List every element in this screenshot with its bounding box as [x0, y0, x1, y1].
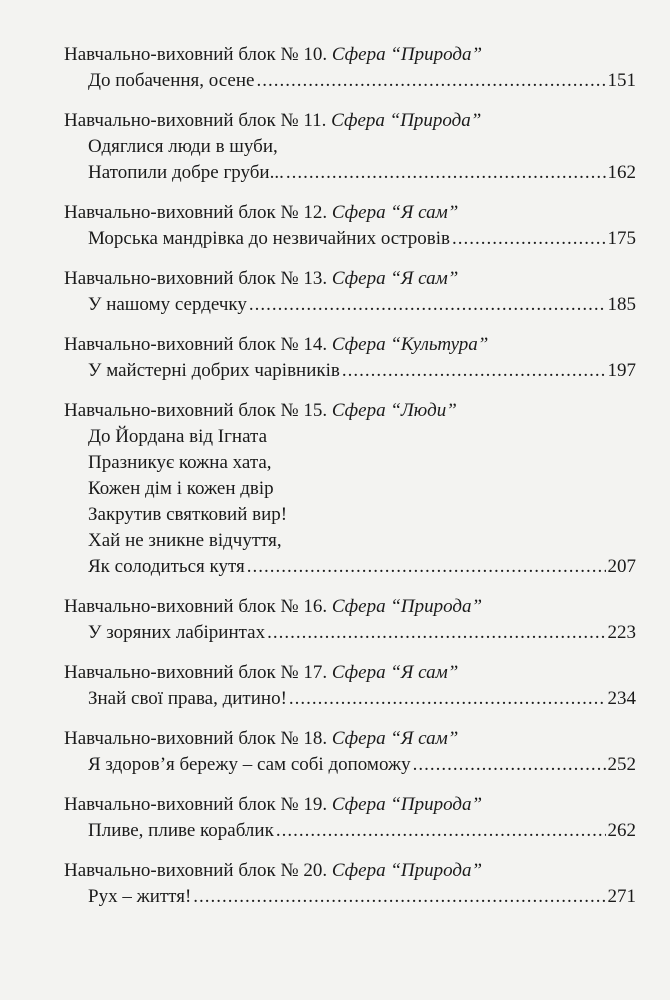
block-header [64, 200, 636, 226]
block-sphere: Сфера “Природа” [331, 596, 483, 617]
entry-title: Знай свої права, дитино! [88, 688, 287, 709]
block-sphere: Сфера “Я сам” [331, 268, 459, 289]
toc-entry [64, 752, 636, 778]
entry-title: Натопили добре груби... [88, 162, 284, 183]
block-number: Навчально-виховний блок № 12. [64, 202, 328, 223]
block-sphere: Сфера “Культура” [331, 334, 489, 355]
page-number: 197 [607, 360, 636, 381]
block-sphere: Сфера “Я сам” [331, 202, 459, 223]
entry-title: Пливе, пливе кораблик [88, 820, 274, 841]
block-number: Навчально-виховний блок № 19. [64, 794, 328, 815]
toc-entry [64, 884, 636, 910]
block-header [64, 726, 636, 752]
page-number: 207 [607, 556, 636, 577]
entry-title: До побачення, осене [88, 70, 255, 91]
dot-leader [267, 620, 605, 646]
toc-group [64, 726, 636, 778]
title-line: Закрутив святковий вир! [88, 504, 288, 525]
toc-group [64, 398, 636, 580]
block-header [64, 332, 636, 358]
page-number: 175 [607, 228, 636, 249]
toc-group [64, 42, 636, 94]
page-number: 162 [607, 162, 636, 183]
block-number: Навчально-виховний блок № 14. [64, 334, 328, 355]
block-number: Навчально-виховний блок № 15. [64, 400, 328, 421]
block-sphere: Сфера “Я сам” [331, 728, 459, 749]
entry-title: У майстерні добрих чарівників [88, 360, 340, 381]
block-sphere: Сфера “Природа” [331, 44, 483, 65]
toc-group [64, 594, 636, 646]
title-line: Хай не зникне відчуття, [88, 530, 282, 551]
block-sphere: Сфера “Природа” [331, 794, 483, 815]
dot-leader [276, 818, 606, 844]
toc-entry [64, 554, 636, 580]
toc-entry [64, 226, 636, 252]
dot-leader [256, 68, 605, 94]
title-line: Одяглися люди в шуби, [88, 136, 278, 157]
page-number: 234 [607, 688, 636, 709]
dot-leader [452, 226, 606, 252]
dot-leader [286, 160, 606, 186]
entry-title: Морська мандрівка до незвичайних островів [88, 228, 450, 249]
toc-entry [64, 686, 636, 712]
block-number: Навчально-виховний блок № 13. [64, 268, 328, 289]
dot-leader [413, 752, 606, 778]
block-sphere: Сфера “Люди” [331, 400, 457, 421]
title-line: До Йордана від Ігната [88, 426, 267, 447]
table-of-contents [64, 42, 636, 924]
block-header [64, 792, 636, 818]
block-number: Навчально-виховний блок № 18. [64, 728, 328, 749]
toc-entry [64, 68, 636, 94]
dot-leader [193, 884, 605, 910]
entry-title: Я здоров’я бережу – сам собі допоможу [88, 754, 411, 775]
entry-title: Як солодиться кутя [88, 556, 245, 577]
page-number: 252 [607, 754, 636, 775]
toc-entry [64, 160, 636, 186]
block-header [64, 398, 636, 424]
page-number: 223 [607, 622, 636, 643]
toc-group [64, 660, 636, 712]
block-number: Навчально-виховний блок № 17. [64, 662, 328, 683]
block-header [64, 858, 636, 884]
entry-title: Рух – життя! [88, 886, 192, 907]
block-header [64, 660, 636, 686]
page-number: 262 [607, 820, 636, 841]
block-sphere: Сфера “Природа” [331, 110, 482, 131]
page-number: 271 [607, 886, 636, 907]
entry-title: У нашому сердечку [88, 294, 247, 315]
dot-leader [289, 686, 606, 712]
toc-entry [64, 292, 636, 318]
toc-entry [64, 358, 636, 384]
toc-group [64, 792, 636, 844]
block-number: Навчально-виховний блок № 20. [64, 860, 328, 881]
dot-leader [247, 554, 606, 580]
block-number: Навчально-виховний блок № 16. [64, 596, 328, 617]
block-header [64, 42, 636, 68]
block-header [64, 266, 636, 292]
block-sphere: Сфера “Природа” [331, 860, 483, 881]
entry-title: У зоряних лабіринтах [88, 622, 266, 643]
block-header [64, 108, 636, 134]
toc-group [64, 108, 636, 186]
block-header [64, 594, 636, 620]
toc-group [64, 858, 636, 910]
page-number: 185 [607, 294, 636, 315]
toc-entry [64, 818, 636, 844]
dot-leader [342, 358, 606, 384]
block-sphere: Сфера “Я сам” [331, 662, 459, 683]
title-line: Кожен дім і кожен двір [88, 478, 274, 499]
toc-group [64, 332, 636, 384]
page-number: 151 [607, 70, 636, 91]
toc-entry [64, 620, 636, 646]
block-number: Навчально-виховний блок № 10. [64, 44, 328, 65]
toc-group [64, 266, 636, 318]
title-line: Празникує кожна хата, [88, 452, 272, 473]
block-number: Навчально-виховний блок № 11. [64, 110, 327, 131]
dot-leader [249, 292, 606, 318]
toc-group [64, 200, 636, 252]
